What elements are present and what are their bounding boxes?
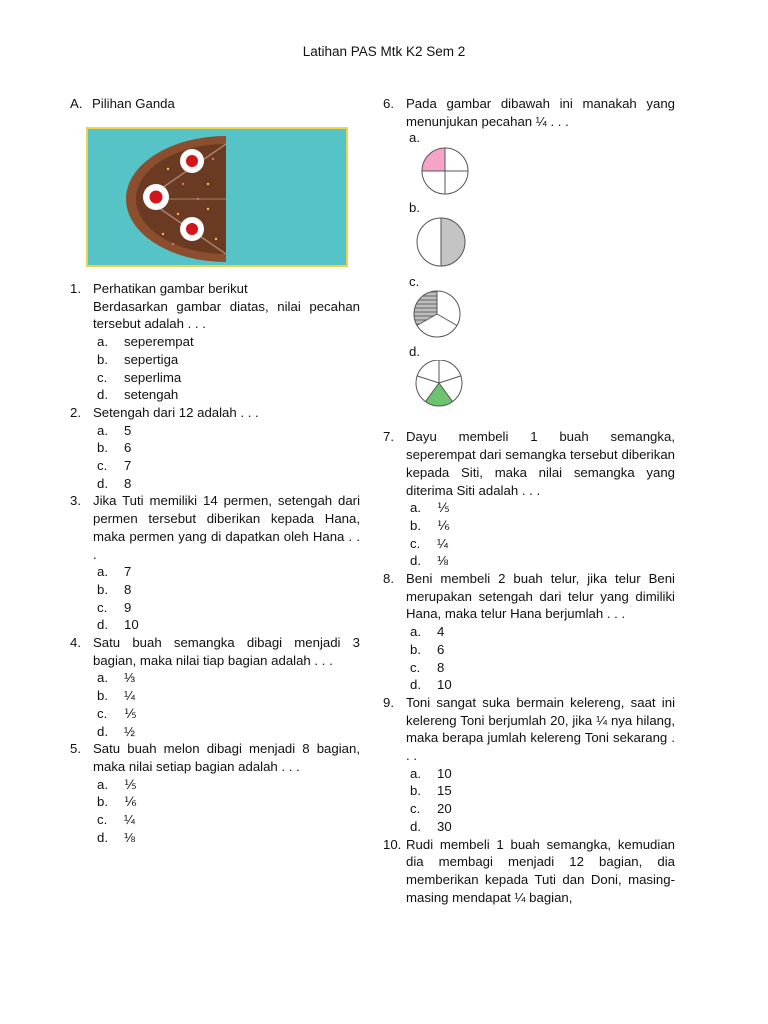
option-letter: b. [409, 200, 420, 216]
option: c. 8 [410, 659, 445, 675]
question-1-options [70, 333, 360, 404]
section-label: Pilihan Ganda [92, 96, 175, 111]
question-4-options [70, 669, 360, 740]
option: b. 6 [97, 440, 132, 456]
option: c. ¼ [97, 812, 135, 828]
option-letter: c. [409, 274, 420, 290]
question-5-options [70, 776, 360, 847]
option: c. 20 [410, 801, 452, 817]
question-8: 8. Beni membeli 2 buah telur, jika telur Beni merupakan setengah dari telur yang dimiliki Hana, maka telur Hana berjumlah . . . [383, 571, 675, 622]
question-1: 1. Perhatikan gambar berikut Berdasarkan gambar diatas, nilai pecahan tersebut adalah . . . [70, 281, 360, 332]
option: a. seperempat [97, 334, 194, 350]
option: b. 15 [410, 783, 452, 799]
left-column [70, 95, 360, 847]
option: b. ¼ [97, 688, 135, 704]
section-number: A. [70, 96, 83, 111]
option: c. ⅕ [97, 705, 137, 721]
option: b. 6 [410, 641, 445, 657]
option: c. 7 [97, 458, 132, 474]
option: b. 8 [97, 581, 132, 597]
pizza-slice-illustration [88, 129, 346, 265]
question-4: 4. Satu buah semangka dibagi menjadi 3 bagian, maka nilai tiap bagian adalah . . . [70, 635, 360, 668]
option: b. sepertiga [97, 351, 179, 367]
option-letter: d. [409, 344, 420, 360]
option: a. ⅓ [97, 670, 135, 686]
question-8-options [383, 623, 675, 694]
question-3-options [70, 563, 360, 634]
question-9: 9. Toni sangat suka bermain kelereng, saat ini kelereng Toni berjumlah 20, jika ¼ nya hilang, maka berapa jumlah kelereng Toni sekarang . . . [383, 694, 675, 764]
option: d. ½ [97, 723, 135, 739]
option: a. 5 [97, 422, 132, 438]
pie-third-hatched-icon [411, 290, 467, 340]
option: d. 8 [97, 475, 132, 491]
option: d. setengah [97, 387, 179, 403]
question-7-options [383, 499, 675, 570]
pizza-illustration [86, 127, 348, 267]
option: a. ⅕ [97, 776, 137, 792]
option: c. 9 [97, 599, 132, 615]
option: b. ⅙ [97, 794, 137, 810]
option: d. ⅛ [97, 829, 135, 845]
question-2-options [70, 422, 360, 493]
question-5: 5. Satu buah melon dibagi menjadi 8 bagian, maka nilai setiap bagian adalah . . . [70, 741, 360, 774]
question-7: 7. Dayu membeli 1 buah semangka, seperempat dari semangka tersebut diberikan kepada Siti, maka nilai semangka yang diterima Siti adalah . . . [383, 429, 675, 498]
pie-half-gray-icon [413, 216, 469, 268]
question-9-options [383, 765, 675, 836]
option: c. ¼ [410, 535, 448, 551]
pie-quarter-pink-icon [417, 146, 473, 196]
section-heading [70, 95, 360, 113]
right-column [383, 95, 675, 906]
option: d. 10 [410, 677, 452, 693]
option: a. 10 [410, 765, 452, 781]
option: c. seperlima [97, 369, 182, 385]
question-6: 6. Pada gambar dibawah ini manakah yang menunjukan pecahan ¼ . . . [383, 96, 675, 129]
option: a. 4 [410, 624, 445, 640]
question-10: 10. Rudi membeli 1 buah semangka, kemudian dia membagi menjadi 12 bagian, dia memberikan kepada Tuti dan Doni, masing-masing mendapat ¼ bagian, [383, 836, 675, 905]
question-6-options [409, 130, 675, 408]
option: d. 10 [97, 617, 139, 633]
option: b. ⅙ [410, 517, 450, 533]
option: a. 7 [97, 564, 132, 580]
pie-fifth-green-icon [411, 360, 467, 408]
question-3: 3. Jika Tuti memiliki 14 permen, setengah dari permen tersebut diberikan kepada Hana, maka permen yang di dapatkan oleh Hana . . . [70, 493, 360, 562]
option: d. ⅛ [410, 553, 448, 569]
question-2: 2. Setengah dari 12 adalah . . . [70, 404, 259, 420]
option: d. 30 [410, 818, 452, 834]
option-letter: a. [409, 130, 420, 146]
option: a. ⅕ [410, 500, 450, 516]
page-title: Latihan PAS Mtk K2 Sem 2 [302, 44, 466, 59]
